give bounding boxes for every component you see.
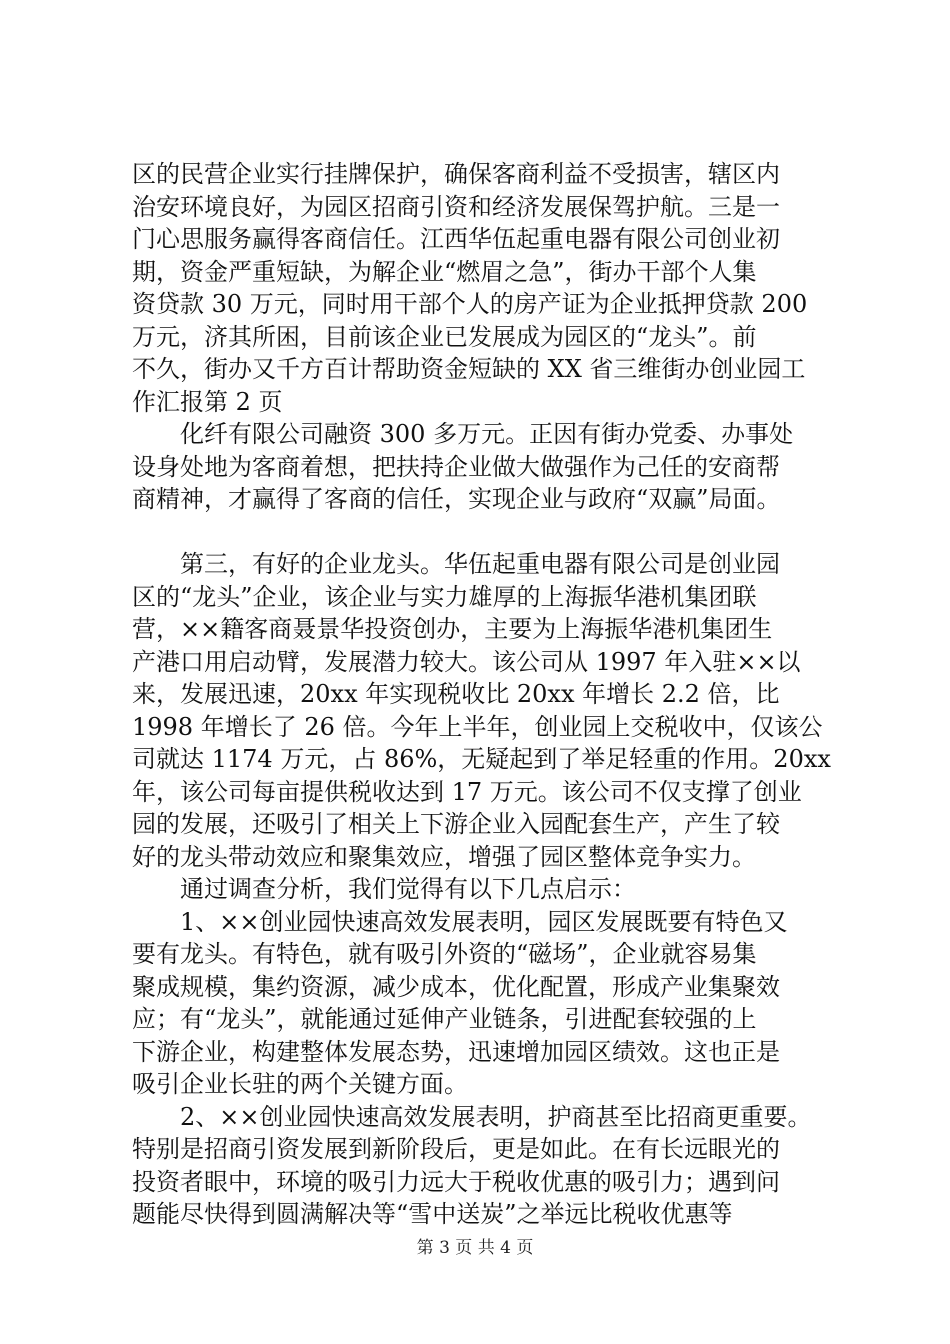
page-number-footer: 第 3 页 共 4 页 bbox=[416, 1238, 534, 1258]
text-line: 通过调查分析，我们觉得有以下几点启示： bbox=[132, 875, 636, 903]
text-line: 投资者眼中，环境的吸引力远大于税收优惠的吸引力；遇到问 bbox=[132, 1167, 780, 1196]
text-line: 作汇报第 2 页 bbox=[132, 387, 283, 416]
text-line: 期，资金严重短缺，为解企业“燃眉之急”，街办干部个人集 bbox=[132, 257, 757, 286]
text-line: 门心思服务赢得客商信任。江西华伍起重电器有限公司创业初 bbox=[132, 225, 780, 253]
text-line: 特别是招商引资发展到新阶段后，更是如此。在有长远眼光的 bbox=[132, 1135, 780, 1163]
text-line: 区的“龙头”企业，该企业与实力雄厚的上海振华港机集团联 bbox=[132, 582, 757, 611]
text-line: 来，发展迅速，20xx 年实现税收比 20xx 年增长 2.2 倍，比 bbox=[132, 680, 780, 708]
text-line: 好的龙头带动效应和聚集效应，增强了园区整体竞争实力。 bbox=[132, 842, 756, 871]
text-line: 万元，济其所困，目前该企业已发展成为园区的“龙头”。前 bbox=[132, 322, 757, 351]
text-line: 1、××创业园快速高效发展表明，园区发展既要有特色又 bbox=[132, 907, 788, 936]
text-line: 治安环境良好，为园区招商引资和经济发展保驾护航。三是一 bbox=[132, 192, 780, 221]
text-line: 聚成规模，集约资源，减少成本，优化配置，形成产业集聚效 bbox=[132, 972, 780, 1001]
text-line: 设身处地为客商着想，把扶持企业做大做强作为己任的安商帮 bbox=[132, 452, 780, 481]
text-line: 园的发展，还吸引了相关上下游企业入园配套生产，产生了较 bbox=[132, 810, 780, 838]
text-line: 化纤有限公司融资 300 多万元。正因有街办党委、办事处 bbox=[132, 420, 794, 448]
text-line: 商精神，才赢得了客商的信任，实现企业与政府“双赢”局面。 bbox=[132, 485, 781, 513]
text-line: 吸引企业长驻的两个关键方面。 bbox=[132, 1070, 468, 1098]
text-line: 资贷款 30 万元，同时用干部个人的房产证为企业抵押贷款 200 bbox=[132, 290, 808, 318]
blank-line bbox=[132, 516, 832, 549]
text-line: 产港口用启动臂，发展潜力较大。该公司从 1997 年入驻××以 bbox=[132, 647, 801, 676]
text-line: 下游企业，构建整体发展态势，迅速增加园区绩效。这也正是 bbox=[132, 1037, 780, 1066]
text-line: 营，××籍客商聂景华投资创办，主要为上海振华港机集团生 bbox=[132, 615, 773, 643]
text-line: 区的民营企业实行挂牌保护，确保客商利益不受损害，辖区内 bbox=[132, 160, 780, 188]
text-line: 题能尽快得到圆满解决等“雪中送炭”之举远比税收优惠等 bbox=[132, 1200, 733, 1228]
text-line: 1998 年增长了 26 倍。今年上半年，创业园上交税收中，仅该公 bbox=[132, 712, 823, 741]
text-line: 司就达 1174 万元，占 86%，无疑起到了举足轻重的作用。20xx bbox=[132, 745, 831, 773]
text-line: 应；有“龙头”，就能通过延伸产业链条，引进配套较强的上 bbox=[132, 1005, 757, 1033]
text-line: 第三，有好的企业龙头。华伍起重电器有限公司是创业园 bbox=[132, 550, 780, 578]
text-line: 2、××创业园快速高效发展表明，护商甚至比招商更重要。 bbox=[132, 1102, 812, 1131]
text-line: 年，该公司每亩提供税收达到 17 万元。该公司不仅支撑了创业 bbox=[132, 777, 802, 806]
text-line: 不久，街办又千方百计帮助资金短缺的 XX 省三维街办创业园工 bbox=[132, 355, 806, 383]
document-body bbox=[132, 158, 832, 1231]
text-line: 要有龙头。有特色，就有吸引外资的“磁场”，企业就容易集 bbox=[132, 940, 757, 968]
